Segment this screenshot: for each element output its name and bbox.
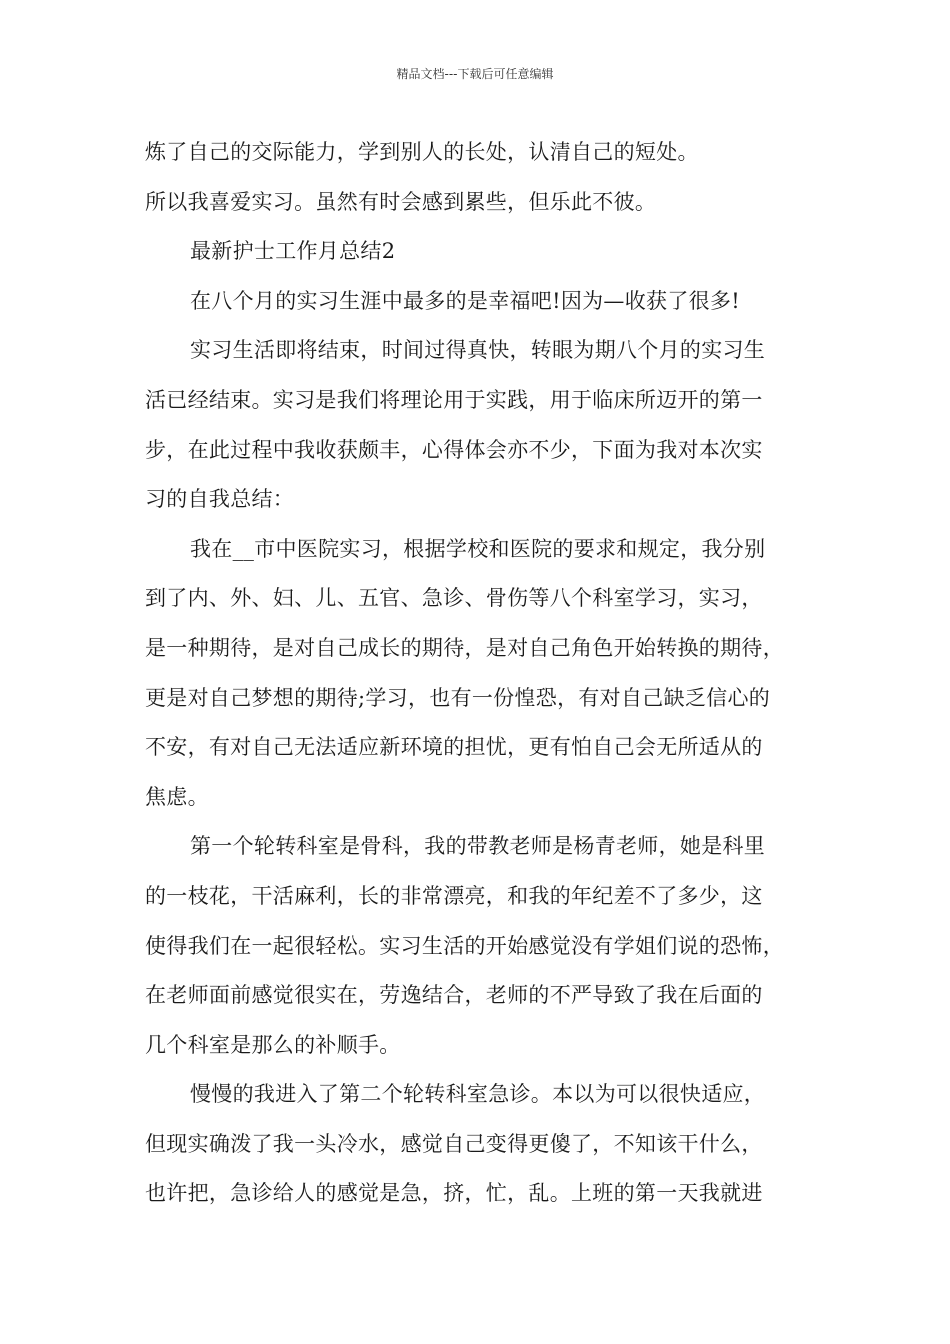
text-line: 慢慢的我进入了第二个轮转科室急诊。本以为可以很快适应，: [190, 1082, 766, 1107]
page-header: 精品文档---下载后可任意编辑: [396, 67, 554, 81]
text-line: 我在__市中医院实习，根据学校和医院的要求和规定，我分别: [190, 536, 766, 561]
text-line: 不安，有对自己无法适应新环境的担忧，更有怕自己会无所适从的: [145, 735, 763, 760]
text-line: 也许把，急诊给人的感觉是急，挤，忙，乱。上班的第一天我就进: [145, 1181, 763, 1206]
text-line: 活已经结束。实习是我们将理论用于实践，用于临床所迈开的第一: [145, 387, 763, 412]
text-line: 所以我喜爱实习。虽然有时会感到累些，但乐此不彼。: [145, 189, 657, 214]
text-line: 几个科室是那么的补顺手。: [145, 1032, 401, 1057]
text-line: 炼了自己的交际能力，学到别人的长处，认清自己的短处。: [145, 140, 699, 164]
text-line: 的一枝花，干活麻利，长的非常漂亮，和我的年纪差不了多少，这: [145, 883, 763, 908]
text-line: 实习生活即将结束，时间过得真快，转眼为期八个月的实习生: [190, 338, 766, 363]
section-heading: 最新护士工作月总结2: [190, 239, 396, 264]
text-line: 步，在此过程中我收获颇丰，心得体会亦不少，下面为我对本次实: [145, 437, 763, 462]
text-line: 到了内、外、妇、儿、五官、急诊、骨伤等八个科室学习，实习，: [145, 586, 763, 611]
text-line: 在老师面前感觉很实在，劳逸结合，老师的不严导致了我在后面的: [145, 983, 763, 1008]
text-line: 第一个轮转科室是骨科，我的带教老师是杨青老师，她是科里: [190, 834, 766, 859]
text-line: 是一种期待，是对自己成长的期待，是对自己角色开始转换的期待，: [145, 635, 784, 660]
text-line: 更是对自己梦想的期待;学习，也有一份惶恐，有对自己缺乏信心的: [145, 685, 771, 710]
text-line: 在八个月的实习生涯中最多的是幸福吧!因为—收获了很多!: [190, 288, 740, 313]
text-line: 但现实确泼了我一头冷水，感觉自己变得更傻了，不知该干什么，: [145, 1131, 763, 1156]
text-line: 焦虑。: [145, 784, 209, 809]
document-body: [145, 128, 825, 1219]
text-line: 使得我们在一起很轻松。实习生活的开始感觉没有学姐们说的恐怖，: [145, 933, 784, 958]
text-line: 习的自我总结：: [145, 487, 295, 512]
